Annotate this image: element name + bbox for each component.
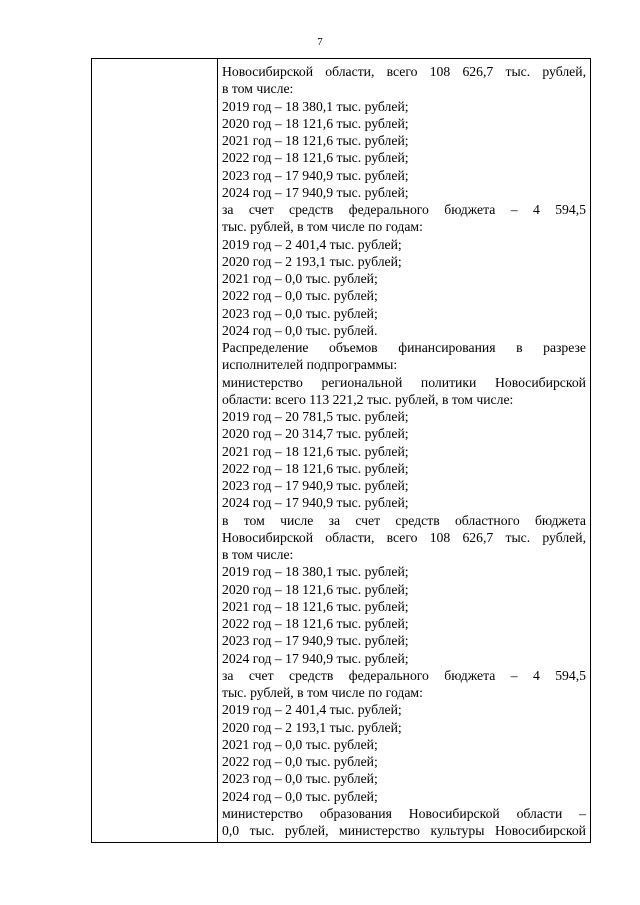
text-line: 2024 год – 17 940,9 тыс. рублей;	[222, 184, 409, 200]
text-line: 2022 год – 18 121,6 тыс. рублей;	[222, 460, 409, 476]
column-divider	[217, 59, 218, 842]
text-line: 2024 год – 0,0 тыс. рублей;	[222, 788, 378, 804]
text-line: 2020 год – 20 314,7 тыс. рублей;	[222, 426, 409, 442]
text-line: 2020 год – 2 193,1 тыс. рублей;	[222, 719, 402, 735]
text-line: 2019 год – 20 781,5 тыс. рублей;	[222, 409, 409, 424]
text-line: 2023 год – 0,0 тыс. рублей;	[222, 771, 378, 787]
text-line: 2022 год – 18 121,6 тыс. рублей;	[222, 616, 409, 631]
text-line: 2021 год – 18 121,6 тыс. рублей;	[222, 598, 409, 614]
text-line: Новосибирской области, всего 108 626,7 тыс. рублей,	[222, 64, 586, 79]
program-table	[91, 58, 591, 843]
text-line: 2020 год – 18 121,6 тыс. рублей;	[222, 115, 409, 131]
text-line: 2023 год – 17 940,9 тыс. рублей;	[222, 478, 409, 493]
text-line: 2019 год – 18 380,1 тыс. рублей;	[222, 98, 409, 114]
text-line: тыс. рублей, в том числе по годам:	[222, 219, 423, 235]
text-line: 2021 год – 18 121,6 тыс. рублей;	[222, 443, 409, 459]
text-line: 2022 год – 18 121,6 тыс. рублей;	[222, 150, 409, 166]
text-line: в том числе за счет средств областного бюджета	[222, 512, 586, 528]
text-line: 2022 год – 0,0 тыс. рублей;	[222, 288, 378, 304]
text-line: 2024 год – 17 940,9 тыс. рублей;	[222, 650, 409, 666]
text-line: 2022 год – 0,0 тыс. рублей;	[222, 754, 378, 769]
text-line: 2024 год – 17 940,9 тыс. рублей;	[222, 495, 409, 511]
text-line: 2023 год – 17 940,9 тыс. рублей;	[222, 167, 409, 183]
text-line: в том числе:	[222, 547, 294, 562]
text-line: исполнителей подпрограммы:	[222, 357, 398, 373]
text-line: 2021 год – 18 121,6 тыс. рублей;	[222, 133, 409, 148]
text-line: 2019 год – 2 401,4 тыс. рублей;	[222, 236, 402, 252]
text-line: 2020 год – 18 121,6 тыс. рублей;	[222, 581, 409, 597]
text-line: 2020 год – 2 193,1 тыс. рублей;	[222, 253, 402, 269]
text-line: 0,0 тыс. рублей, министерство культуры Новосибирской	[222, 823, 586, 838]
text-line: 2019 год – 18 380,1 тыс. рублей;	[222, 564, 409, 580]
text-line: Распределение объемов финансирования в разрезе	[222, 340, 586, 355]
text-line: 2023 год – 17 940,9 тыс. рублей;	[222, 633, 409, 649]
page-number: 7	[317, 36, 323, 48]
text-line: в том числе:	[222, 81, 294, 97]
text-line: Новосибирской области, всего 108 626,7 тыс. рублей,	[222, 529, 586, 545]
text-line: 2021 год – 0,0 тыс. рублей;	[222, 736, 378, 752]
text-line: министерство региональной политики Новосибирской	[222, 374, 586, 390]
text-line: 2023 год – 0,0 тыс. рублей;	[222, 305, 378, 321]
text-line: 2024 год – 0,0 тыс. рублей.	[222, 322, 378, 338]
text-line: 2019 год – 2 401,4 тыс. рублей;	[222, 702, 402, 718]
text-line: 2021 год – 0,0 тыс. рублей;	[222, 271, 378, 286]
text-line: за счет средств федерального бюджета – 4 594,5	[222, 202, 586, 217]
text-line: за счет средств федерального бюджета – 4 594,5	[222, 667, 586, 683]
text-line: тыс. рублей, в том числе по годам:	[222, 685, 423, 700]
text-line: министерство образования Новосибирской области –	[222, 805, 586, 821]
financing-text-cell	[222, 63, 586, 839]
text-line: области: всего 113 221,2 тыс. рублей, в том числе:	[222, 391, 514, 407]
